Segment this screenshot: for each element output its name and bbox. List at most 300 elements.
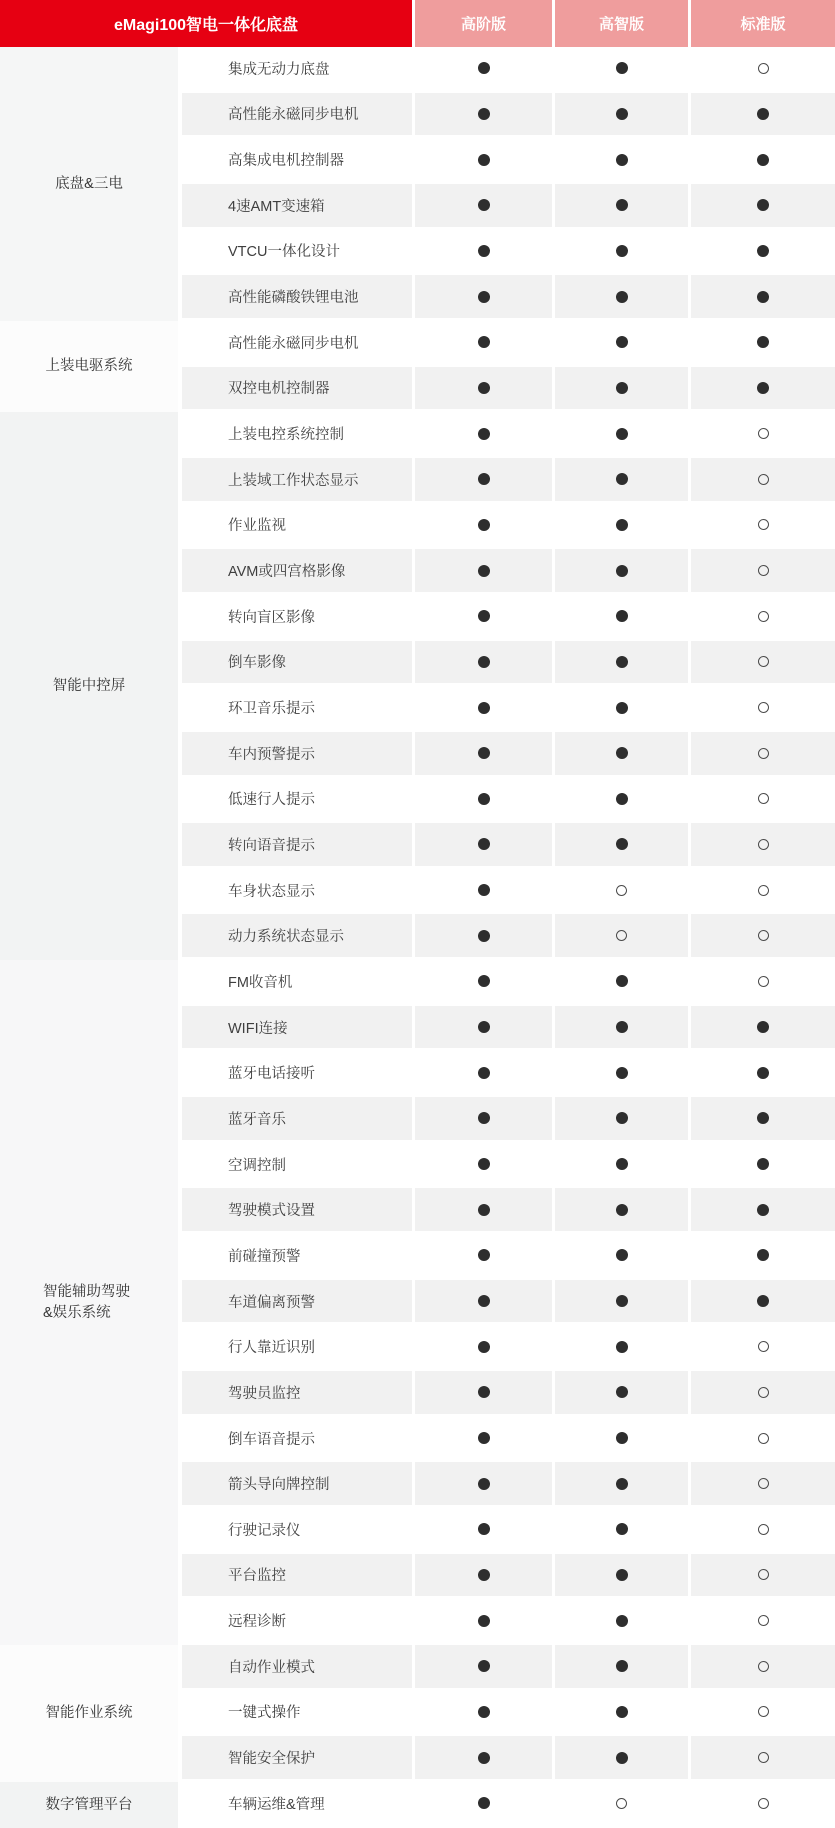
filled-circle-icon xyxy=(616,1569,628,1581)
hollow-circle-icon xyxy=(758,748,769,759)
filled-circle-icon xyxy=(757,1204,769,1216)
availability-cell xyxy=(691,367,835,413)
filled-circle-icon xyxy=(757,1158,769,1170)
feature-name: 驾驶员监控 xyxy=(182,1371,412,1417)
category-cell xyxy=(0,960,178,1645)
table-row xyxy=(182,1645,835,1691)
availability-cell xyxy=(415,93,552,139)
filled-circle-icon xyxy=(757,245,769,257)
table-row xyxy=(182,1691,835,1737)
filled-circle-icon xyxy=(478,1752,490,1764)
table-row xyxy=(182,1006,835,1052)
feature-name: 转向盲区影像 xyxy=(182,595,412,641)
table-row xyxy=(182,1280,835,1326)
filled-circle-icon xyxy=(478,1615,490,1627)
table-row xyxy=(182,1554,835,1600)
availability-cell xyxy=(555,1371,688,1417)
filled-circle-icon xyxy=(616,610,628,622)
filled-circle-icon xyxy=(478,336,490,348)
availability-cell xyxy=(415,914,552,960)
filled-circle-icon xyxy=(616,336,628,348)
hollow-circle-icon xyxy=(758,793,769,804)
filled-circle-icon xyxy=(616,1386,628,1398)
table-row xyxy=(182,1782,835,1828)
filled-circle-icon xyxy=(616,1660,628,1672)
filled-circle-icon xyxy=(757,1295,769,1307)
filled-circle-icon xyxy=(478,793,490,805)
availability-cell xyxy=(415,869,552,915)
filled-circle-icon xyxy=(616,1752,628,1764)
hollow-circle-icon xyxy=(758,1569,769,1580)
availability-cell xyxy=(691,1234,835,1280)
category-label: 智能作业系统 xyxy=(45,1705,133,1722)
hollow-circle-icon xyxy=(758,702,769,713)
availability-cell xyxy=(415,1097,552,1143)
feature-name: 4速AMT变速箱 xyxy=(182,184,412,230)
availability-cell xyxy=(555,914,688,960)
availability-cell xyxy=(691,1051,835,1097)
availability-cell xyxy=(691,1280,835,1326)
feature-name: 蓝牙音乐 xyxy=(182,1097,412,1143)
filled-circle-icon xyxy=(478,747,490,759)
availability-cell xyxy=(415,47,552,93)
feature-name: 高性能永磁同步电机 xyxy=(182,321,412,367)
table-row xyxy=(182,1234,835,1280)
filled-circle-icon xyxy=(478,1660,490,1672)
availability-cell xyxy=(691,595,835,641)
table-row xyxy=(182,504,835,550)
availability-cell xyxy=(691,275,835,321)
category-cell xyxy=(0,1782,178,1828)
filled-circle-icon xyxy=(478,245,490,257)
filled-circle-icon xyxy=(616,975,628,987)
availability-cell xyxy=(691,732,835,778)
table-row xyxy=(182,138,835,184)
availability-cell xyxy=(415,686,552,732)
trim-column-header-smart: 高智版 xyxy=(555,0,688,47)
filled-circle-icon xyxy=(616,245,628,257)
table-row xyxy=(182,275,835,321)
feature-name: 前碰撞预警 xyxy=(182,1234,412,1280)
availability-cell xyxy=(555,458,688,504)
availability-cell xyxy=(555,1508,688,1554)
availability-cell xyxy=(415,1782,552,1828)
filled-circle-icon xyxy=(757,154,769,166)
feature-name: 上装域工作状态显示 xyxy=(182,458,412,504)
filled-circle-icon xyxy=(478,884,490,896)
availability-cell xyxy=(415,1462,552,1508)
availability-cell xyxy=(415,1371,552,1417)
filled-circle-icon xyxy=(478,62,490,74)
feature-name: 上装电控系统控制 xyxy=(182,412,412,458)
availability-cell xyxy=(555,504,688,550)
category-column xyxy=(0,47,182,1828)
availability-cell xyxy=(555,93,688,139)
feature-name: 平台监控 xyxy=(182,1554,412,1600)
filled-circle-icon xyxy=(616,519,628,531)
hollow-circle-icon xyxy=(758,839,769,850)
availability-cell xyxy=(555,1645,688,1691)
filled-circle-icon xyxy=(616,382,628,394)
filled-circle-icon xyxy=(616,291,628,303)
filled-circle-icon xyxy=(478,519,490,531)
availability-cell xyxy=(555,1051,688,1097)
availability-cell xyxy=(415,1417,552,1463)
availability-cell xyxy=(691,504,835,550)
availability-cell xyxy=(415,1554,552,1600)
hollow-circle-icon xyxy=(758,1752,769,1763)
availability-cell xyxy=(415,138,552,184)
feature-name: 箭头导向牌控制 xyxy=(182,1462,412,1508)
feature-name: 环卫音乐提示 xyxy=(182,686,412,732)
feature-name: 车道偏离预警 xyxy=(182,1280,412,1326)
availability-cell xyxy=(415,595,552,641)
filled-circle-icon xyxy=(478,930,490,942)
hollow-circle-icon xyxy=(758,1798,769,1809)
hollow-circle-icon xyxy=(758,1615,769,1626)
feature-name: 高性能磷酸铁锂电池 xyxy=(182,275,412,321)
filled-circle-icon xyxy=(478,975,490,987)
filled-circle-icon xyxy=(757,336,769,348)
availability-cell xyxy=(415,823,552,869)
availability-cell xyxy=(555,732,688,778)
availability-cell xyxy=(555,1006,688,1052)
feature-name: 动力系统状态显示 xyxy=(182,914,412,960)
availability-cell xyxy=(415,1143,552,1189)
availability-cell xyxy=(691,1691,835,1737)
filled-circle-icon xyxy=(616,747,628,759)
availability-cell xyxy=(415,1188,552,1234)
feature-name: 行驶记录仪 xyxy=(182,1508,412,1554)
feature-name: 高性能永磁同步电机 xyxy=(182,93,412,139)
filled-circle-icon xyxy=(478,428,490,440)
feature-name: 车内预警提示 xyxy=(182,732,412,778)
feature-name: AVM或四宫格影像 xyxy=(182,549,412,595)
table-row xyxy=(182,47,835,93)
availability-cell xyxy=(691,1599,835,1645)
filled-circle-icon xyxy=(616,1341,628,1353)
availability-cell xyxy=(691,230,835,276)
filled-circle-icon xyxy=(616,1432,628,1444)
feature-name: 蓝牙电话接听 xyxy=(182,1051,412,1097)
filled-circle-icon xyxy=(478,565,490,577)
hollow-circle-icon xyxy=(758,1524,769,1535)
category-cell xyxy=(0,47,178,321)
availability-cell xyxy=(691,1508,835,1554)
availability-cell xyxy=(691,1462,835,1508)
filled-circle-icon xyxy=(616,838,628,850)
availability-cell xyxy=(555,869,688,915)
table-row xyxy=(182,367,835,413)
filled-circle-icon xyxy=(478,1067,490,1079)
filled-circle-icon xyxy=(478,1249,490,1261)
filled-circle-icon xyxy=(757,1112,769,1124)
availability-cell xyxy=(555,1325,688,1371)
table-row xyxy=(182,1143,835,1189)
feature-name: 双控电机控制器 xyxy=(182,367,412,413)
hollow-circle-icon xyxy=(758,1433,769,1444)
table-row xyxy=(182,93,835,139)
availability-cell xyxy=(555,1143,688,1189)
availability-cell xyxy=(555,1736,688,1782)
availability-cell xyxy=(691,1554,835,1600)
hollow-circle-icon xyxy=(616,930,627,941)
feature-name: 作业监视 xyxy=(182,504,412,550)
availability-cell xyxy=(555,595,688,641)
availability-cell xyxy=(415,275,552,321)
filled-circle-icon xyxy=(616,1295,628,1307)
category-cell xyxy=(0,321,178,412)
category-label: 底盘&三电 xyxy=(55,175,123,192)
availability-cell xyxy=(555,1462,688,1508)
filled-circle-icon xyxy=(616,565,628,577)
availability-cell xyxy=(691,1006,835,1052)
availability-cell xyxy=(691,1143,835,1189)
availability-cell xyxy=(555,686,688,732)
availability-cell xyxy=(691,1417,835,1463)
feature-name: 低速行人提示 xyxy=(182,778,412,824)
filled-circle-icon xyxy=(478,1706,490,1718)
hollow-circle-icon xyxy=(758,656,769,667)
feature-name: 车身状态显示 xyxy=(182,869,412,915)
table-row xyxy=(182,1736,835,1782)
availability-cell xyxy=(691,869,835,915)
feature-name: 一键式操作 xyxy=(182,1691,412,1737)
filled-circle-icon xyxy=(478,1523,490,1535)
trim-column-header-premium: 高阶版 xyxy=(415,0,552,47)
availability-cell xyxy=(555,1554,688,1600)
filled-circle-icon xyxy=(478,610,490,622)
category-cell xyxy=(0,412,178,960)
availability-cell xyxy=(691,823,835,869)
availability-cell xyxy=(691,47,835,93)
filled-circle-icon xyxy=(478,1021,490,1033)
availability-cell xyxy=(415,1325,552,1371)
table-row xyxy=(182,778,835,824)
availability-cell xyxy=(691,1097,835,1143)
table-row xyxy=(182,641,835,687)
filled-circle-icon xyxy=(478,108,490,120)
filled-circle-icon xyxy=(616,1067,628,1079)
availability-cell xyxy=(691,1188,835,1234)
table-row xyxy=(182,869,835,915)
filled-circle-icon xyxy=(616,1478,628,1490)
filled-circle-icon xyxy=(616,1021,628,1033)
feature-name: 转向语音提示 xyxy=(182,823,412,869)
feature-name: 高集成电机控制器 xyxy=(182,138,412,184)
availability-cell xyxy=(415,367,552,413)
filled-circle-icon xyxy=(478,1569,490,1581)
table-row xyxy=(182,823,835,869)
availability-cell xyxy=(555,960,688,1006)
filled-circle-icon xyxy=(478,1204,490,1216)
availability-cell xyxy=(691,412,835,458)
availability-cell xyxy=(555,47,688,93)
availability-cell xyxy=(691,321,835,367)
table-row xyxy=(182,549,835,595)
filled-circle-icon xyxy=(616,1706,628,1718)
availability-cell xyxy=(555,549,688,595)
table-row xyxy=(182,1325,835,1371)
availability-cell xyxy=(691,778,835,824)
feature-name: 智能安全保护 xyxy=(182,1736,412,1782)
availability-cell xyxy=(415,1691,552,1737)
table-row xyxy=(182,914,835,960)
filled-circle-icon xyxy=(616,199,628,211)
hollow-circle-icon xyxy=(758,976,769,987)
filled-circle-icon xyxy=(478,291,490,303)
hollow-circle-icon xyxy=(758,1706,769,1717)
filled-circle-icon xyxy=(616,1615,628,1627)
table-row xyxy=(182,1371,835,1417)
availability-cell xyxy=(691,1782,835,1828)
category-cell xyxy=(0,1645,178,1782)
availability-cell xyxy=(691,138,835,184)
table-row xyxy=(182,960,835,1006)
availability-cell xyxy=(555,1097,688,1143)
availability-cell xyxy=(415,641,552,687)
filled-circle-icon xyxy=(757,1067,769,1079)
availability-cell xyxy=(555,778,688,824)
filled-circle-icon xyxy=(616,1112,628,1124)
availability-cell xyxy=(555,275,688,321)
filled-circle-icon xyxy=(478,1432,490,1444)
table-row xyxy=(182,230,835,276)
table-row xyxy=(182,686,835,732)
filled-circle-icon xyxy=(478,656,490,668)
filled-circle-icon xyxy=(616,1523,628,1535)
availability-cell xyxy=(415,458,552,504)
filled-circle-icon xyxy=(616,62,628,74)
table-body xyxy=(0,47,835,1828)
feature-name: 自动作业模式 xyxy=(182,1645,412,1691)
availability-cell xyxy=(415,504,552,550)
filled-circle-icon xyxy=(757,291,769,303)
availability-cell xyxy=(415,1599,552,1645)
hollow-circle-icon xyxy=(758,1661,769,1672)
filled-circle-icon xyxy=(478,382,490,394)
table-header xyxy=(0,0,835,47)
filled-circle-icon xyxy=(478,199,490,211)
hollow-circle-icon xyxy=(758,474,769,485)
filled-circle-icon xyxy=(478,473,490,485)
hollow-circle-icon xyxy=(758,611,769,622)
filled-circle-icon xyxy=(616,702,628,714)
feature-name: 远程诊断 xyxy=(182,1599,412,1645)
filled-circle-icon xyxy=(616,108,628,120)
table-row xyxy=(182,1188,835,1234)
availability-cell xyxy=(555,1417,688,1463)
filled-circle-icon xyxy=(478,1112,490,1124)
table-row xyxy=(182,184,835,230)
category-label: 智能中控屏 xyxy=(52,677,126,694)
filled-circle-icon xyxy=(757,382,769,394)
hollow-circle-icon xyxy=(758,565,769,576)
availability-cell xyxy=(555,823,688,869)
hollow-circle-icon xyxy=(758,1341,769,1352)
filled-circle-icon xyxy=(616,473,628,485)
filled-circle-icon xyxy=(478,1386,490,1398)
table-row xyxy=(182,321,835,367)
availability-cell xyxy=(415,1645,552,1691)
hollow-circle-icon xyxy=(758,63,769,74)
table-row xyxy=(182,1417,835,1463)
availability-cell xyxy=(415,1234,552,1280)
filled-circle-icon xyxy=(616,1158,628,1170)
hollow-circle-icon xyxy=(758,519,769,530)
filled-circle-icon xyxy=(616,154,628,166)
category-label: 数字管理平台 xyxy=(45,1796,133,1813)
availability-cell xyxy=(555,138,688,184)
availability-cell xyxy=(691,1736,835,1782)
filled-circle-icon xyxy=(478,1158,490,1170)
availability-cell xyxy=(691,549,835,595)
availability-cell xyxy=(415,1508,552,1554)
hollow-circle-icon xyxy=(758,1387,769,1398)
availability-cell xyxy=(555,641,688,687)
availability-cell xyxy=(555,412,688,458)
table-row xyxy=(182,1599,835,1645)
availability-cell xyxy=(555,1599,688,1645)
filled-circle-icon xyxy=(616,793,628,805)
product-title: eMagi100智电一体化底盘 xyxy=(0,0,412,47)
availability-cell xyxy=(415,184,552,230)
availability-cell xyxy=(415,549,552,595)
feature-name: 倒车影像 xyxy=(182,641,412,687)
filled-circle-icon xyxy=(478,154,490,166)
filled-circle-icon xyxy=(616,1204,628,1216)
hollow-circle-icon xyxy=(616,1798,627,1809)
feature-name: 行人靠近识别 xyxy=(182,1325,412,1371)
table-row xyxy=(182,732,835,778)
availability-cell xyxy=(415,321,552,367)
availability-cell xyxy=(691,1325,835,1371)
feature-name: 空调控制 xyxy=(182,1143,412,1189)
category-label: 上装电驱系统 xyxy=(45,358,133,375)
availability-cell xyxy=(415,1051,552,1097)
feature-name: 车辆运维&管理 xyxy=(182,1782,412,1828)
availability-cell xyxy=(555,1782,688,1828)
filled-circle-icon xyxy=(478,1295,490,1307)
category-label: 智能辅助驾驶&娱乐系统 xyxy=(43,1283,130,1321)
hollow-circle-icon xyxy=(758,885,769,896)
feature-name: FM收音机 xyxy=(182,960,412,1006)
availability-cell xyxy=(415,1006,552,1052)
availability-cell xyxy=(415,960,552,1006)
hollow-circle-icon xyxy=(758,428,769,439)
availability-cell xyxy=(691,641,835,687)
availability-cell xyxy=(691,914,835,960)
filled-circle-icon xyxy=(478,702,490,714)
hollow-circle-icon xyxy=(758,930,769,941)
availability-cell xyxy=(555,367,688,413)
availability-cell xyxy=(415,732,552,778)
filled-circle-icon xyxy=(478,1341,490,1353)
feature-name: 集成无动力底盘 xyxy=(182,47,412,93)
availability-cell xyxy=(415,1736,552,1782)
feature-name: 倒车语音提示 xyxy=(182,1417,412,1463)
table-row xyxy=(182,595,835,641)
table-row xyxy=(182,1508,835,1554)
availability-cell xyxy=(555,1234,688,1280)
filled-circle-icon xyxy=(478,1797,490,1809)
availability-cell xyxy=(691,93,835,139)
table-row xyxy=(182,1462,835,1508)
feature-rows xyxy=(182,47,835,1828)
availability-cell xyxy=(555,321,688,367)
availability-cell xyxy=(555,230,688,276)
availability-cell xyxy=(691,1371,835,1417)
